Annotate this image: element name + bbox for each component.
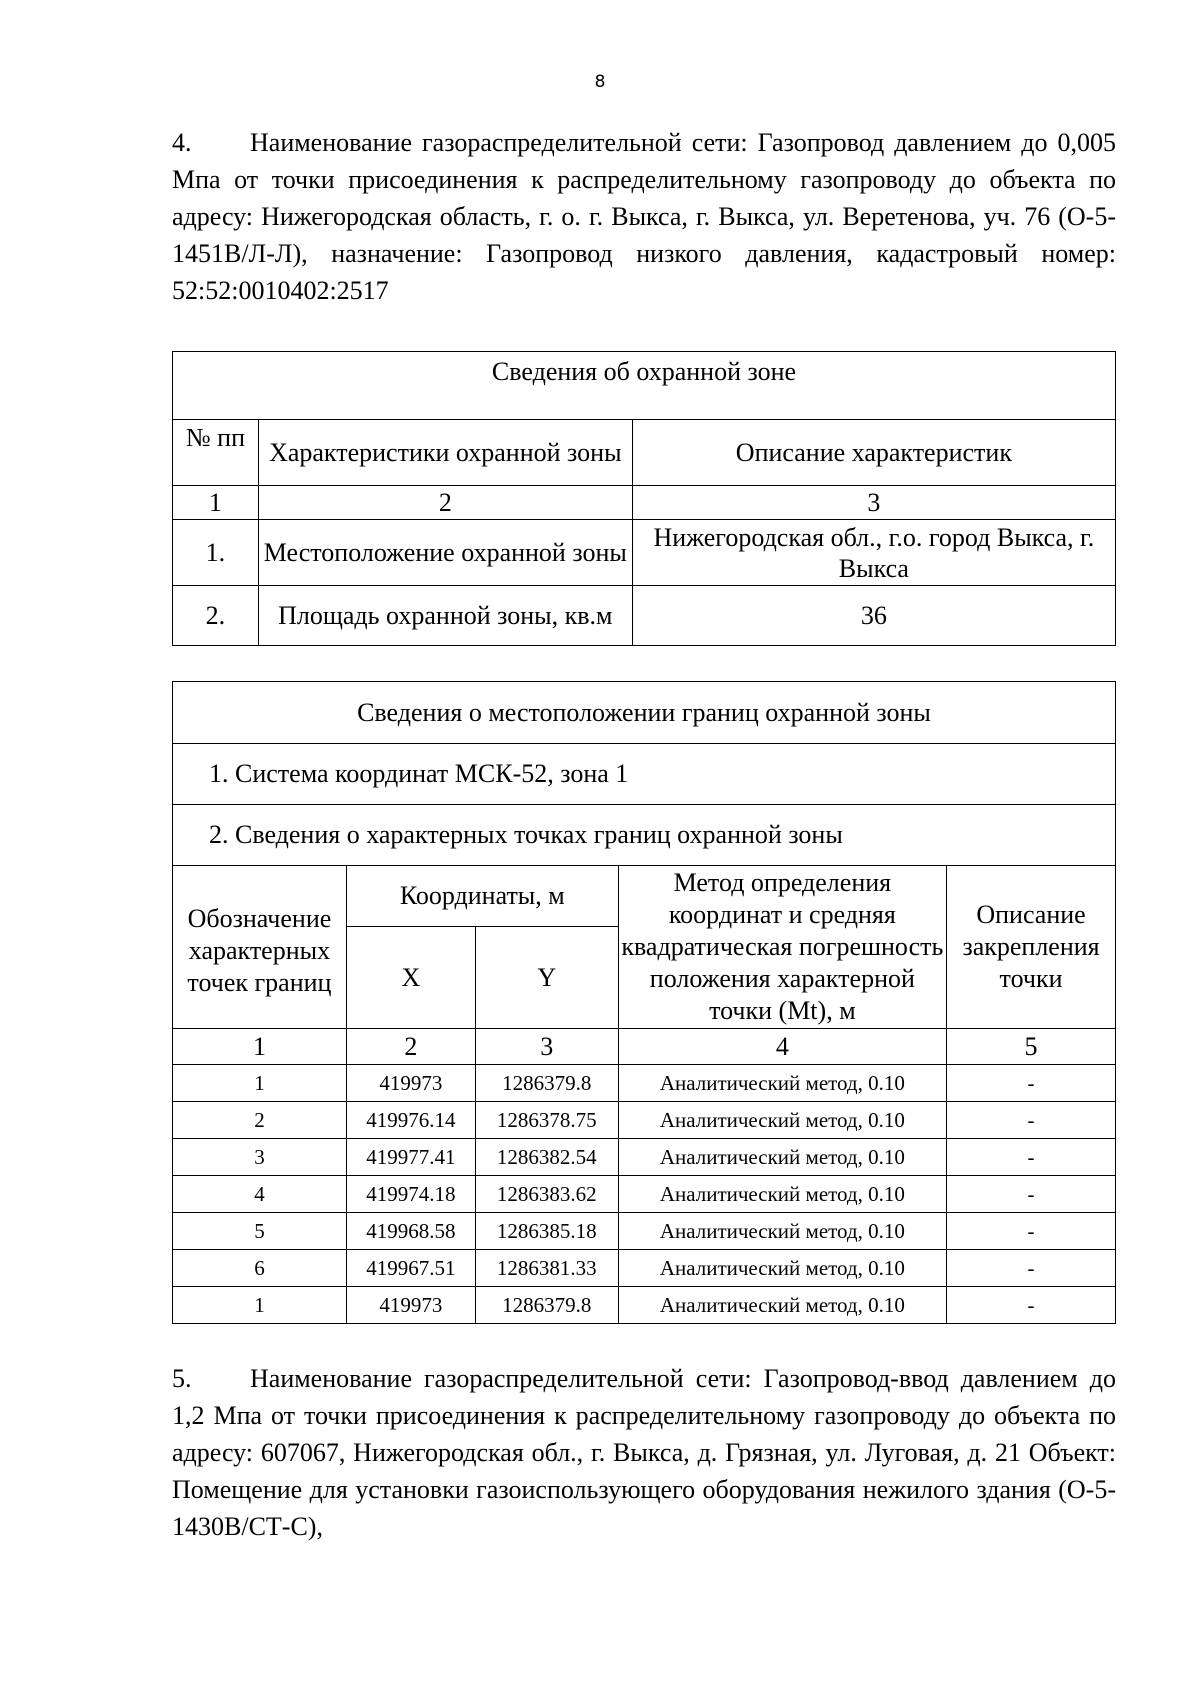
table1-row2-value: 36 [632, 586, 1115, 646]
table1-row2-num: 2. [173, 586, 259, 646]
table2-colnum-3: 3 [475, 1029, 618, 1065]
section-5-paragraph [172, 1360, 1116, 1545]
zone-boundaries-table [172, 681, 1116, 1324]
table1-row2-name: Площадь охранной зоны, кв.м [258, 586, 632, 646]
table-row [173, 1065, 1116, 1102]
table-row [173, 1139, 1116, 1176]
table2-header-points: Обозначение характерных точек границ [173, 866, 347, 1029]
point-id: 5 [173, 1213, 347, 1250]
point-y: 1286385.18 [475, 1213, 618, 1250]
point-method: Аналитический метод, 0.10 [618, 1102, 946, 1139]
point-x: 419976.14 [346, 1102, 475, 1139]
point-x: 419967.51 [346, 1250, 475, 1287]
table2-header-method: Метод определения координат и средняя квадратическая погрешность положения характерной точки (Mt), м [618, 866, 946, 1029]
table-row [173, 1102, 1116, 1139]
table1-colnum-3: 3 [632, 486, 1115, 520]
point-y: 1286379.8 [475, 1287, 618, 1324]
table2-coordinate-system: 1. Система координат МСК-52, зона 1 [173, 744, 1116, 805]
point-description: - [947, 1287, 1116, 1324]
section-5-text: Наименование газораспределительной сети: Газопровод-ввод давлением до 1,2 Мпа от точки присоединения к распределительному газопроводу до объекта по адресу: 607067, Нижегородская обл., г. Выкса, д. Грязная, ул. Луговая, д. 21 Объект: Помещение для установки газоиспользующего оборудования нежилого здания (О-5-1430В/СТ-С), [172, 1364, 1116, 1541]
point-id: 4 [173, 1176, 347, 1213]
table2-header-description: Описание закрепления точки [947, 866, 1116, 1029]
point-method: Аналитический метод, 0.10 [618, 1213, 946, 1250]
table2-colnum-4: 4 [618, 1029, 946, 1065]
section-4-paragraph [172, 124, 1116, 309]
table2-title: Сведения о местоположении границ охранной зоны [173, 682, 1116, 744]
table1-header-characteristics: Характеристики охранной зоны [258, 420, 632, 486]
point-id: 3 [173, 1139, 347, 1176]
table2-points-caption: 2. Сведения о характерных точках границ охранной зоны [173, 805, 1116, 866]
table1-row1-num: 1. [173, 520, 259, 586]
point-method: Аналитический метод, 0.10 [618, 1250, 946, 1287]
point-y: 1286383.62 [475, 1176, 618, 1213]
point-description: - [947, 1065, 1116, 1102]
point-method: Аналитический метод, 0.10 [618, 1139, 946, 1176]
point-y: 1286382.54 [475, 1139, 618, 1176]
table1-colnum-1: 1 [173, 486, 259, 520]
section-4-text: Наименование газораспределительной сети: Газопровод давлением до 0,005 Мпа от точки присоединения к распределительному газопроводу до объекта по адресу: Нижегородская область, г. о. г. Выкса, г. Выкса, ул. Веретенова, уч. 76 (О-5-1451В/Л-Л), назначение: Газопровод низкого давления, кадастровый номер: 52:52:0010402:2517 [172, 128, 1116, 305]
table-row [173, 1176, 1116, 1213]
table1-row1-value: Нижегородская обл., г.о. город Выкса, г. Выкса [632, 520, 1115, 586]
table-row [173, 1213, 1116, 1250]
point-x: 419977.41 [346, 1139, 475, 1176]
page-number: 8 [594, 72, 606, 92]
point-method: Аналитический метод, 0.10 [618, 1287, 946, 1324]
table2-colnum-1: 1 [173, 1029, 347, 1065]
point-description: - [947, 1102, 1116, 1139]
protection-zone-info-table [172, 351, 1116, 646]
point-x: 419973 [346, 1065, 475, 1102]
point-y: 1286379.8 [475, 1065, 618, 1102]
section-4-number: 4. [172, 128, 192, 157]
point-y: 1286381.33 [475, 1250, 618, 1287]
point-x: 419974.18 [346, 1176, 475, 1213]
point-description: - [947, 1213, 1116, 1250]
point-y: 1286378.75 [475, 1102, 618, 1139]
table1-header-num: № пп [173, 420, 259, 486]
point-method: Аналитический метод, 0.10 [618, 1065, 946, 1102]
table-row [173, 1287, 1116, 1324]
table2-header-x: X [346, 927, 475, 1029]
table2-colnum-2: 2 [346, 1029, 475, 1065]
point-description: - [947, 1176, 1116, 1213]
point-x: 419973 [346, 1287, 475, 1324]
point-id: 2 [173, 1102, 347, 1139]
point-description: - [947, 1250, 1116, 1287]
table-row [173, 1250, 1116, 1287]
point-id: 1 [173, 1287, 347, 1324]
section-5-number: 5. [172, 1364, 192, 1393]
table2-header-coordinates: Координаты, м [346, 866, 618, 927]
table1-header-description: Описание характеристик [632, 420, 1115, 486]
point-x: 419968.58 [346, 1213, 475, 1250]
table1-title: Сведения об охранной зоне [173, 352, 1116, 420]
table1-colnum-2: 2 [258, 486, 632, 520]
point-method: Аналитический метод, 0.10 [618, 1176, 946, 1213]
table2-colnum-5: 5 [947, 1029, 1116, 1065]
table2-header-y: Y [475, 927, 618, 1029]
table1-row1-name: Местоположение охранной зоны [258, 520, 632, 586]
point-description: - [947, 1139, 1116, 1176]
point-id: 6 [173, 1250, 347, 1287]
point-id: 1 [173, 1065, 347, 1102]
